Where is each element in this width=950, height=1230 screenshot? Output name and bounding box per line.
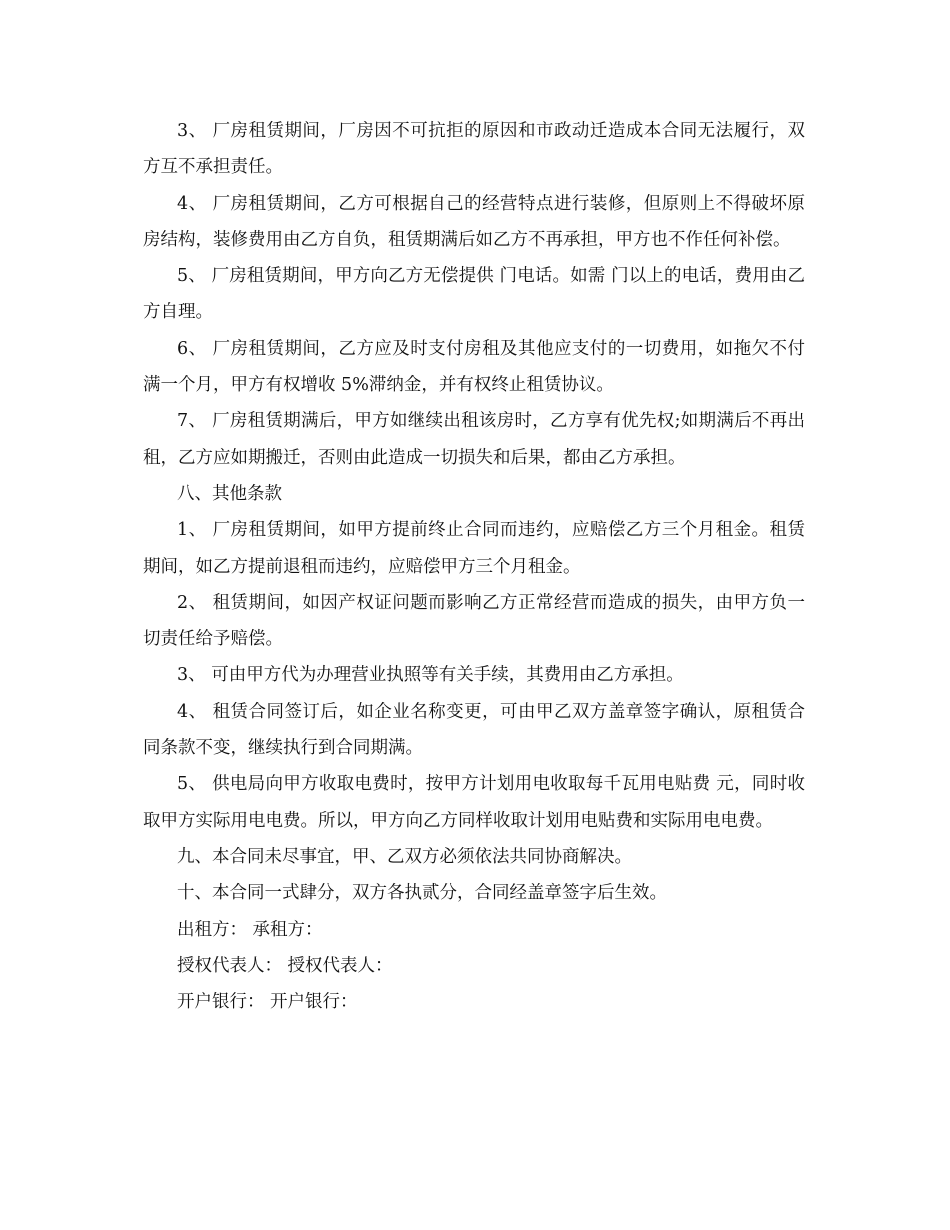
- section-9: 九、本合同未尽事宜，甲、乙双方必须依法共同协商解决。: [177, 846, 632, 867]
- clause-7-6-payment: 6、 厂房租赁期间，乙方应及时支付房租及其他应支付的一切费用，如拖欠不付满一个月，甲方有权增收 5%滞纳金，并有权终止租赁协议。: [143, 338, 805, 396]
- clause-7-5-telephone: 5、 厂房租赁期间，甲方向乙方无偿提供 门电话。如需 门以上的电话，费用由乙方自理。: [143, 266, 805, 323]
- section-8-heading: 八、其他条款: [177, 483, 282, 504]
- section-10: 十、本合同一式肆分，双方各执贰分，合同经盖章签字后生效。: [177, 883, 667, 904]
- clause-7-3-force-majeure: 3、 厂房租赁期间，厂房因不可抗拒的原因和市政动迁造成本合同无法履行，双方互不承担责任。: [143, 121, 805, 178]
- clause-8-5-electricity: 5、 供电局向甲方收取电费时，按甲方计划用电收取每千瓦用电贴费 元，同时收取甲方实际用电电费。所以，甲方向乙方同样收取计划用电贴费和实际用电电费。: [143, 774, 805, 831]
- clause-7-4-renovation: 4、 厂房租赁期间，乙方可根据自己的经营特点进行装修，但原则上不得破坏原房结构，装修费用由乙方自负，租赁期满后如乙方不再承担，甲方也不作任何补偿。: [143, 193, 805, 250]
- signature-representatives: 授权代表人： 授权代表人：: [177, 955, 393, 976]
- clause-8-3-business-license: 3、 可由甲方代为办理营业执照等有关手续，其费用由乙方承担。: [177, 665, 684, 686]
- clause-7-7-renewal: 7、 厂房租赁期满后，甲方如继续出租该房时，乙方享有优先权;如期满后不再出租，乙方应如期搬迁，否则由此造成一切损失和后果，都由乙方承担。: [143, 411, 805, 468]
- signature-parties: 出租方： 承租方：: [177, 919, 323, 940]
- signature-banks: 开户银行： 开户银行：: [177, 992, 358, 1013]
- contract-page: [143, 113, 805, 1020]
- clause-8-2-property-title: 2、 租赁期间，如因产权证问题而影响乙方正常经营而造成的损失，由甲方负一切责任给予赔偿。: [143, 592, 805, 650]
- clause-8-1-breach: 1、 厂房租赁期间，如甲方提前终止合同而违约，应赔偿乙方三个月租金。租赁期间，如乙方提前退租而违约，应赔偿甲方三个月租金。: [143, 520, 805, 577]
- clause-8-4-name-change: 4、 租赁合同签订后，如企业名称变更，可由甲乙双方盖章签字确认，原租赁合同条款不变，继续执行到合同期满。: [143, 701, 805, 759]
